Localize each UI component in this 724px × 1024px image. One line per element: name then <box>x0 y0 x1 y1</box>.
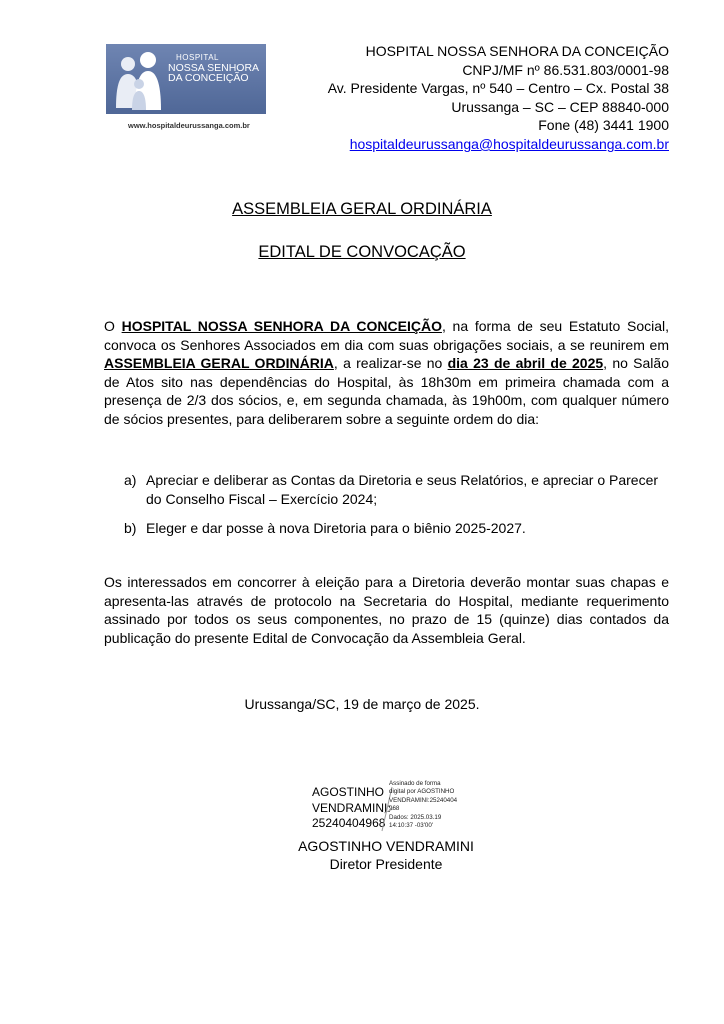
letterhead <box>328 42 669 154</box>
logo-line-3: DA CONCEIÇÃO <box>168 72 249 84</box>
digital-signature-name <box>312 785 391 832</box>
logo-line-2: NOSSA SENHORA <box>168 62 260 74</box>
signature-detail-line: 14:10:37 -03'00' <box>389 822 433 830</box>
para1-text-4: , no Salão de Atos sito nas dependências do Hospital, às 18h30m em primeira chamada com a presença de 2/3 dos sócios, e, em segunda chamada, às 19h00m, com qualquer número de sócios presentes, para deliberarem sobre a seguinte ordem do dia: <box>104 355 669 427</box>
document-title: ASSEMBLEIA GERAL ORDINÁRIA <box>232 200 492 218</box>
family-figures-icon <box>106 44 176 114</box>
signature-detail-line: 968 <box>389 805 400 813</box>
hospital-name-emphasis: HOSPITAL NOSSA SENHORA DA CONCEIÇÃO <box>121 318 442 334</box>
para1-text-1: O <box>104 318 122 334</box>
convocation-paragraph <box>104 317 669 429</box>
header-address: Av. Presidente Vargas, nº 540 – Centro – Cx. Postal 38 <box>327 80 669 97</box>
agenda-text: Eleger e dar posse à nova Diretoria para o biênio 2025-2027. <box>146 520 526 536</box>
hospital-logo <box>106 44 266 134</box>
header-email-link[interactable]: hospitaldeurussanga@hospitaldeurussanga.com.br <box>349 135 669 152</box>
agenda-marker: a) <box>124 472 137 488</box>
signature-name-line: VENDRAMINI: <box>312 800 391 815</box>
agenda-text: Apreciar e deliberar as Contas da Diretoria e seus Relatórios, e apreciar o Parecer do Conselho Fiscal – Exercício 2024; <box>146 472 659 507</box>
assembly-emphasis: ASSEMBLEIA GERAL ORDINÁRIA <box>104 355 334 372</box>
signer-role: Diretor Presidente <box>329 855 443 872</box>
header-cnpj: CNPJ/MF nº 86.531.803/0001-98 <box>462 61 669 78</box>
para1-text-2: , na forma de seu Estatuto Social, convoca os Senhores Associados em dia com suas obrigações sociais, a se reunirem em <box>104 318 669 353</box>
agenda-item <box>124 471 669 508</box>
logo-line-1: HOSPITAL <box>176 53 219 62</box>
signature-name-line: 25240404968 <box>312 816 386 830</box>
header-city: Urussanga – SC – CEP 88840-000 <box>451 98 669 115</box>
header-hospital-name: HOSPITAL NOSSA SENHORA DA CONCEIÇÃO <box>365 43 669 59</box>
signer-name: AGOSTINHO VENDRAMINI <box>298 838 474 854</box>
signature-detail-line: Dados: 2025.03.19 <box>389 813 442 821</box>
agenda-marker: b) <box>124 520 137 536</box>
logo-url: www.hospitaldeurussanga.com.br <box>128 121 250 130</box>
meeting-date-emphasis: dia 23 de abril de 2025 <box>447 355 604 372</box>
agenda-item <box>124 519 669 538</box>
header-phone: Fone (48) 3441 1900 <box>538 117 669 134</box>
signature-detail-line: VENDRAMINI:25240404 <box>389 796 458 804</box>
signature-name-line: AGOSTINHO <box>312 785 385 799</box>
signer-block <box>0 838 724 873</box>
signature-detail-line: Assinado de forma <box>389 780 441 787</box>
logo-text <box>168 53 259 83</box>
digital-signature-details <box>389 780 457 830</box>
place-and-date: Urussanga/SC, 19 de março de 2025. <box>244 696 480 712</box>
candidacy-paragraph: Os interessados em concorrer à eleição para a Diretoria deverão montar suas chapas e apresenta-las através de protocolo na Secretaria do Hospital, mediante requerimento assinado por todos os seus componentes, no prazo de 15 (quinze) dias contados da publicação do presente Edital de Convocação da Assembleia Geral. <box>104 574 669 646</box>
para1-text-3: , a realizar-se no <box>333 355 448 372</box>
signature-detail-line: digital por AGOSTINHO <box>389 788 455 796</box>
document-subtitle: EDITAL DE CONVOCAÇÃO <box>258 243 466 261</box>
